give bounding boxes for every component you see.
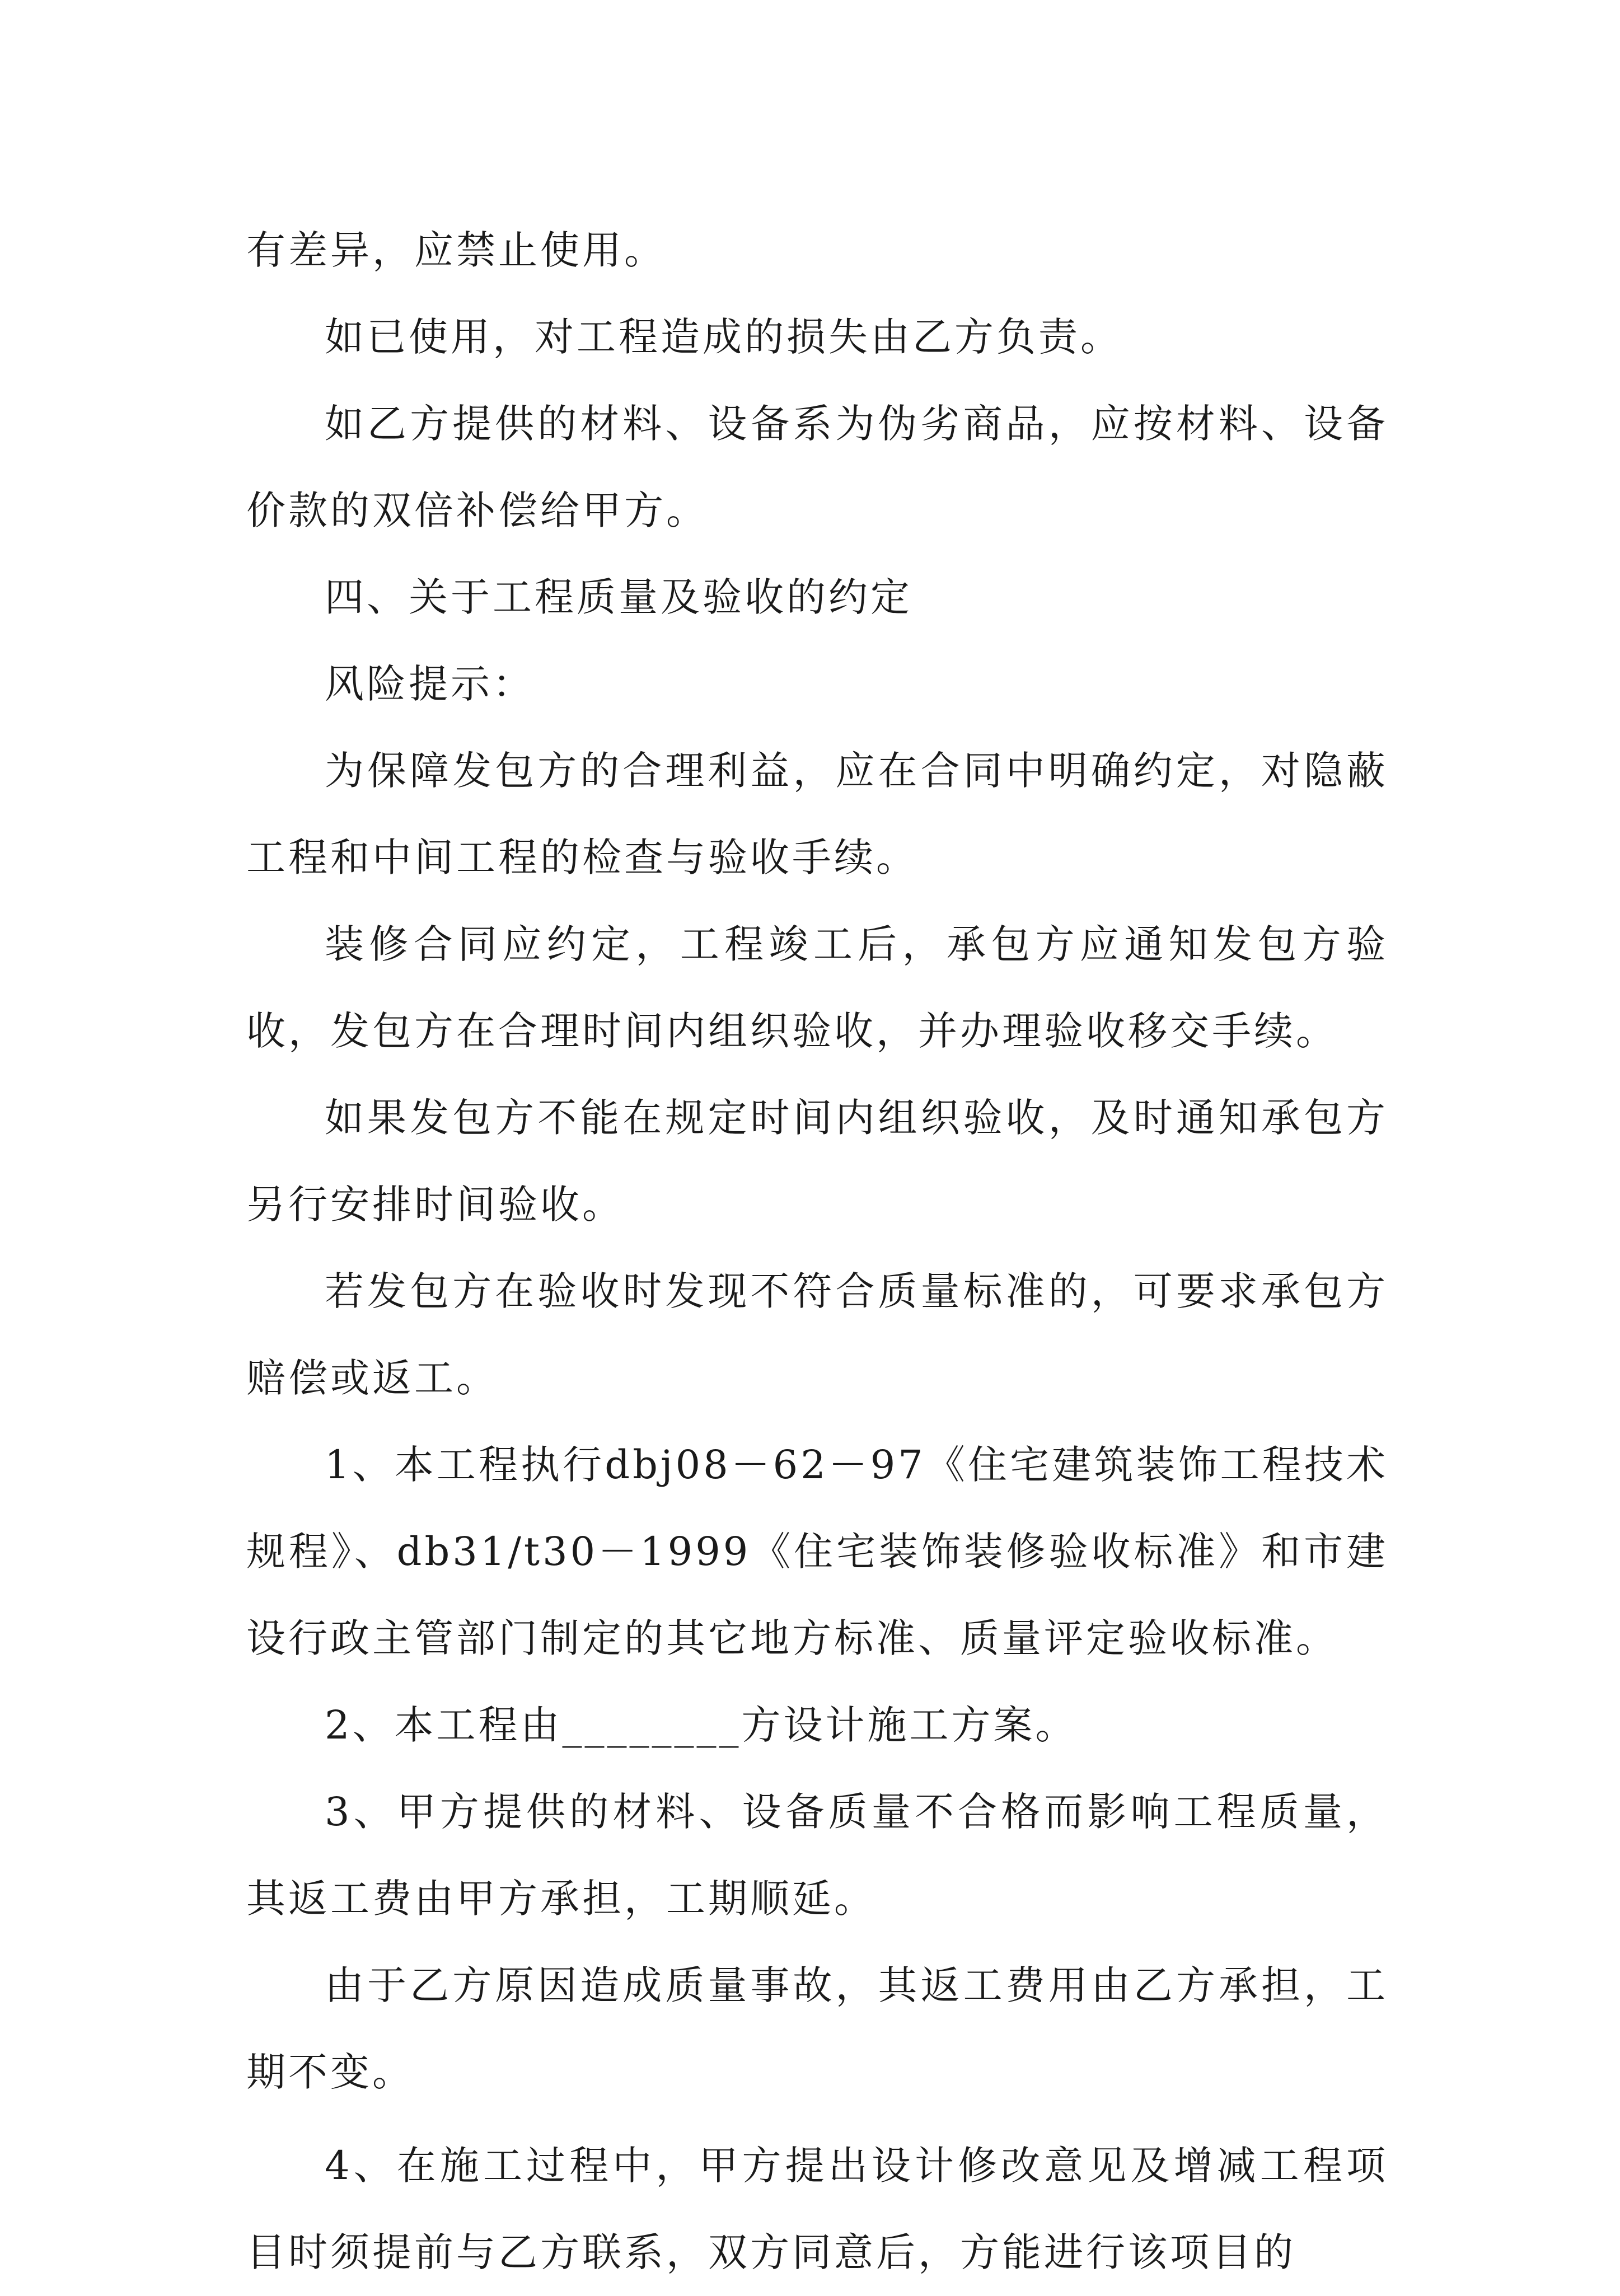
paragraph-7: 装修合同应约定，工程竣工后，承包方应通知发包方验收，发包方在合理时间内组织验收，并办理验收移交手续。	[246, 921, 1388, 1054]
paragraph-8: 如果发包方不能在规定时间内组织验收，及时通知承包方另行安排时间验收。	[246, 1095, 1388, 1227]
paragraph-13: 由于乙方原因造成质量事故，其返工费用由乙方承担，工期不变。	[246, 1962, 1388, 2095]
clause-4: 4、在施工过程中，甲方提出设计修改意见及增减工程项目时须提前与乙方联系，双方同意后，方能进行该项目的	[246, 2143, 1388, 2275]
paragraph-1: 有差异，应禁止使用。	[246, 227, 666, 273]
clause-1: 1、本工程执行dbj08－62－97《住宅建筑装饰工程技术规程》、db31/t30－1999《住宅装饰装修验收标准》和市建设行政主管部门制定的其它地方标准、质量评定验收标准。	[246, 1442, 1388, 1661]
clause-3: 3、甲方提供的材料、设备质量不合格而影响工程质量，其返工费由甲方承担，工期顺延。	[246, 1789, 1388, 1922]
paragraph-9: 若发包方在验收时发现不符合质量标准的，可要求承包方赔偿或返工。	[246, 1268, 1388, 1401]
document-body	[246, 207, 1388, 2296]
clause-2: 2、本工程由________方设计施工方案。	[325, 1702, 1078, 1748]
section-heading-4: 四、关于工程质量及验收的约定	[325, 574, 912, 620]
paragraph-2: 如已使用，对工程造成的损失由乙方负责。	[325, 314, 1122, 360]
paragraph-3: 如乙方提供的材料、设备系为伪劣商品，应按材料、设备价款的双倍补偿给甲方。	[246, 401, 1388, 533]
paragraph-6: 为保障发包方的合理利益，应在合同中明确约定，对隐蔽工程和中间工程的检查与验收手续。	[246, 748, 1388, 880]
risk-notice-label: 风险提示：	[325, 661, 535, 707]
